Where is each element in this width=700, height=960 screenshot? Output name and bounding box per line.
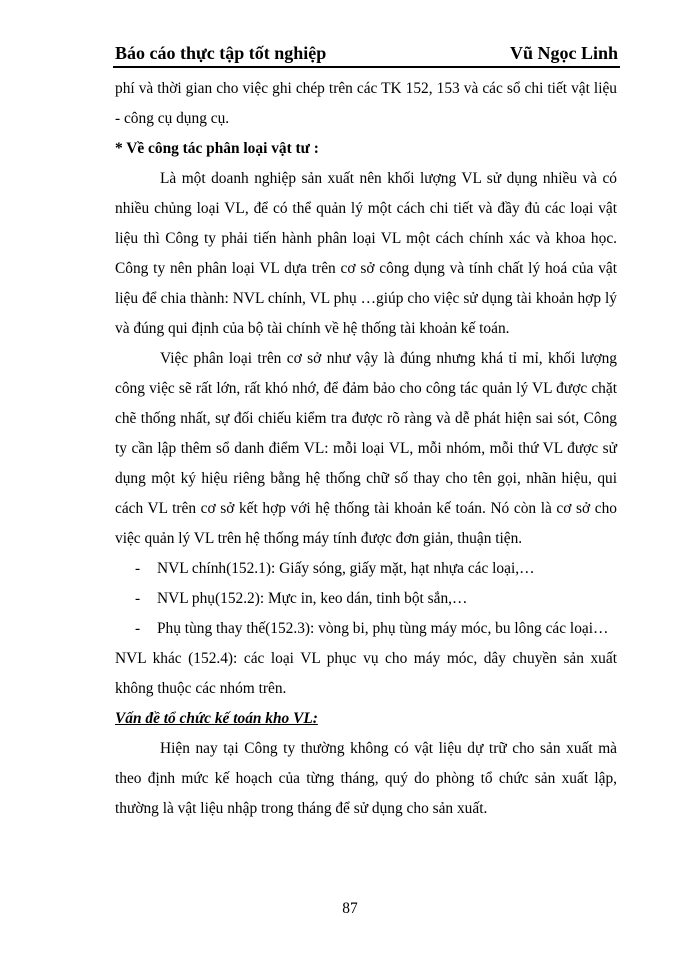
material-list xyxy=(115,554,617,644)
list-item-text: NVL phụ(152.2): Mực in, keo dán, tinh bột sắn,… xyxy=(157,590,468,607)
list-item-text: NVL chính(152.1): Giấy sóng, giấy mặt, hạt nhựa các loại,… xyxy=(157,560,535,577)
document-body xyxy=(115,74,617,824)
paragraph-classification-detail: Việc phân loại trên cơ sở như vậy là đúng nhưng khá tỉ mỉ, khối lượng công việc sẽ rất lớn, rất khó nhớ, để đảm bảo cho công tác quản lý VL được chặt chẽ thống nhất, sự đối chiếu kiểm tra được rõ ràng và dễ phát hiện sai sót, Công ty cần lập thêm sổ danh điểm VL: mỗi loại VL, mỗi nhóm, mỗi thứ VL được sử dụng một ký hiệu riêng bằng hệ thống chữ số thay cho tên gọi, nhãn hiệu, qui cách VL trên cơ sở kết hợp với hệ thống tài khoản kế toán. Nó còn là cơ sở cho việc quản lý VL trên hệ thống máy tính được đơn giản, thuận tiện. xyxy=(115,350,617,547)
list-item xyxy=(115,554,617,584)
list-item xyxy=(115,584,617,614)
heading-text: Vấn đề tổ chức kế toán kho VL: xyxy=(115,710,318,727)
report-title: Báo cáo thực tập tốt nghiệp xyxy=(115,43,327,63)
page-number: 87 xyxy=(342,900,358,917)
paragraph-warehouse: Hiện nay tại Công ty thường không có vật liệu dự trữ cho sản xuất mà theo định mức kế hoạch của từng tháng, quý do phòng tổ chức sản xuất lập, thường là vật liệu nhập trong tháng để sử dụng cho sản xuất. xyxy=(115,740,617,817)
section-heading-material-classification: * Về công tác phân loại vật tư : xyxy=(115,140,319,157)
dash-bullet: - xyxy=(135,620,141,637)
author-name: Vũ Ngọc Linh xyxy=(509,43,618,63)
paragraph-classification: Là một doanh nghiệp sản xuất nên khối lượng VL sử dụng nhiều và có nhiều chủng loại VL, để có thể quản lý một cách chi tiết và đầy đủ các loại vật liệu thì Công ty phải tiến hành phân loại VL một cách chính xác và khoa học. Công ty nên phân loại VL dựa trên cơ sở công dụng và tính chất lý hoá của vật liệu để chia thành: NVL chính, VL phụ …giúp cho việc sử dụng tài khoản hợp lý và đúng qui định của bộ tài chính về hệ thống tài khoản kế toán. xyxy=(115,170,617,337)
paragraph-other-materials: NVL khác (152.4): các loại VL phục vụ cho máy móc, dây chuyền sản xuất không thuộc các nhóm trên. xyxy=(115,650,617,697)
list-item xyxy=(115,614,617,644)
dash-bullet: - xyxy=(135,590,141,607)
section-heading-warehouse-accounting xyxy=(115,704,617,734)
list-item-text: Phụ tùng thay thế(152.3): vòng bi, phụ tùng máy móc, bu lông các loại… xyxy=(157,620,609,637)
page-header xyxy=(113,42,620,68)
paragraph-continued: phí và thời gian cho việc ghi chép trên các TK 152, 153 và các sổ chi tiết vật liệu - công cụ dụng cụ. xyxy=(115,80,617,127)
dash-bullet: - xyxy=(135,560,141,577)
